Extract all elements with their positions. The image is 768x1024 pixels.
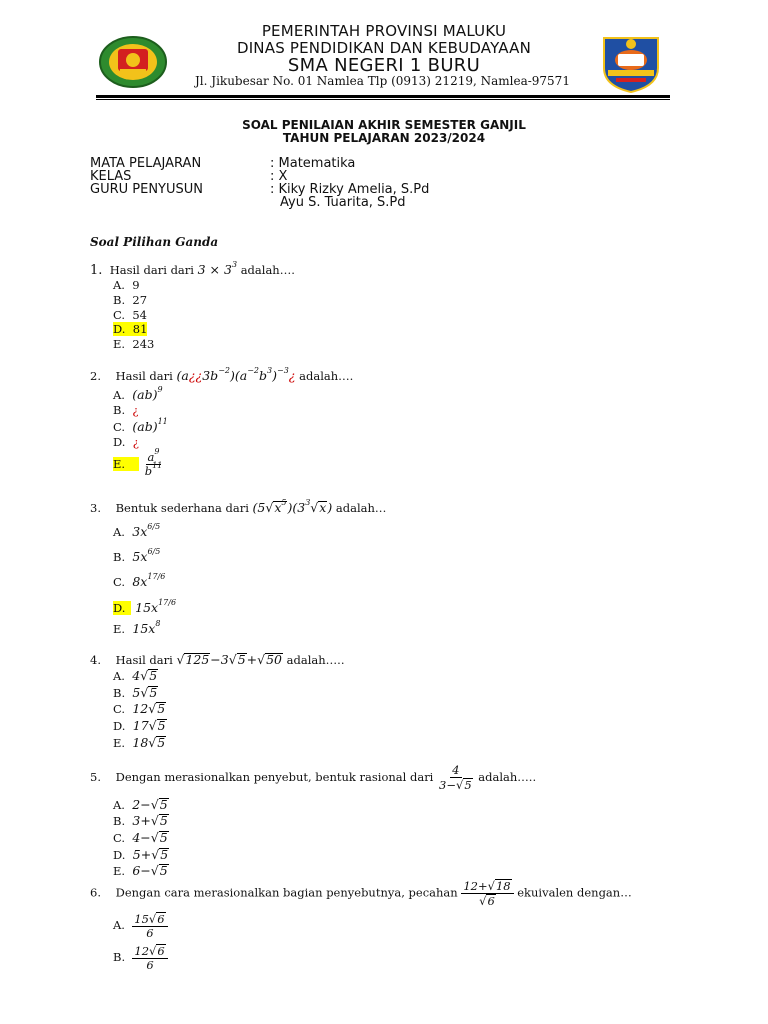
option-1a: A. 9 (113, 278, 140, 292)
question-number: 2. (90, 369, 101, 383)
option-4b: B. 5√5 (113, 685, 158, 700)
option-2c: C. (ab)$^{11}$ (113, 417, 168, 434)
header-divider-thin (96, 99, 670, 100)
question-text: Dengan merasionalkan penyebut, bentuk rasional dari (115, 770, 434, 784)
teacher-label: GURU PENYUSUN (90, 182, 203, 197)
option-4c: C. 12√5 (113, 701, 166, 716)
option-4e: E. 18√5 (113, 735, 166, 750)
question-suffix: adalah…. (240, 263, 295, 277)
question-number: 5. (90, 770, 101, 784)
option-2d: D. ¿ (113, 435, 139, 449)
option-3d-answer: D. $15x^{17/6}$ (113, 598, 177, 615)
math-expression: $3 \times 3^3$ (197, 260, 238, 277)
class-value: : X (270, 169, 288, 184)
question-number: 6. (90, 885, 101, 900)
question-text: Hasil dari (115, 653, 173, 667)
math-expression: $(5√x^5)(3^3√x)$ (252, 498, 333, 515)
teacher-value-2: Ayu S. Tuarita, S.Pd (280, 195, 406, 210)
question-suffix: adalah… (335, 501, 387, 515)
option-2e-answer: E. $\frac{a^9}{b^{11}}$ (113, 447, 163, 478)
header-divider-thick (96, 95, 670, 98)
option-3c: C. $8x^{17/6}$ (113, 572, 166, 589)
exam-year: TAHUN PELAJARAN 2023/2024 (282, 131, 486, 145)
option-4d: D. 17√5 (113, 718, 166, 733)
header-department: DINAS PENDIDIKAN DAN KEBUDAYAAN (236, 39, 532, 57)
option-3b: B. $5x^{6/5}$ (113, 547, 161, 564)
question-suffix: adalah….. (478, 770, 537, 784)
exam-title: SOAL PENILAIAN AKHIR SEMESTER GANJIL (242, 118, 526, 132)
option-6b: B. $\frac{12√6}{6}$ (113, 944, 168, 972)
question-suffix: ekuivalen dengan… (517, 885, 632, 900)
header-school: SMA NEGERI 1 BURU (287, 55, 481, 76)
question-number: 3. (90, 501, 101, 515)
class-label: KELAS (90, 169, 132, 184)
subject-label: MATA PELAJARAN (90, 156, 202, 171)
math-expression: $(a¿¿3b^{-2})(a^{-2}b^3)^{-3}¿$ (176, 366, 296, 383)
option-1d-answer: D. 81 (113, 322, 148, 336)
question-text: Bentuk sederhana dari (115, 501, 249, 515)
question-suffix: adalah…. (299, 369, 354, 383)
math-expression: $\frac{4}{3-√5}$ (439, 763, 472, 792)
option-2b: B. ¿ (113, 403, 139, 417)
option-5b: B. 3+√5 (113, 813, 168, 828)
option-1e: E. 243 (113, 337, 155, 351)
option-2a: A. (ab)$^9$ (113, 385, 163, 402)
question-number: 4. (90, 653, 101, 667)
option-5d: D. 5+√5 (113, 847, 169, 862)
option-3e: E. $15x^8$ (113, 619, 161, 636)
question-3 (90, 500, 386, 515)
question-1 (90, 262, 295, 278)
option-5a: A. 2−√5 (113, 797, 168, 812)
math-expression: √125−3√5+√50 (176, 652, 283, 667)
question-text: Hasil dari dari (109, 263, 194, 277)
header-province: PEMERINTAH PROVINSI MALUKU (261, 22, 507, 40)
math-expression: $\frac{12+√18}{√6}$ (461, 879, 513, 908)
option-3a: A. $3x^{6/5}$ (113, 522, 161, 539)
question-5 (90, 764, 536, 792)
option-5c: C. 4−√5 (113, 830, 168, 845)
subject-value: : Matematika (270, 156, 356, 171)
question-2 (90, 368, 353, 383)
option-5e: E. 6−√5 (113, 863, 168, 878)
question-4 (90, 652, 345, 667)
question-suffix: adalah….. (286, 653, 345, 667)
question-text: Dengan cara merasionalkan bagian penyebutnya, pecahan (115, 885, 458, 900)
section-title: Soal Pilihan Ganda (90, 235, 219, 249)
option-6a: A. $\frac{15√6}{6}$ (113, 912, 168, 940)
teacher-value-1: : Kiky Rizky Amelia, S.Pd (270, 182, 430, 197)
question-6 (90, 879, 632, 908)
question-text: Hasil dari (115, 369, 173, 383)
header-address: Jl. Jikubesar No. 01 Namlea Tlp (0913) 21219, Namlea-97571 (195, 74, 570, 88)
option-1b: B. 27 (113, 293, 148, 307)
option-4a: A. 4√5 (113, 668, 158, 683)
question-number: 1. (90, 263, 103, 278)
option-1c: C. 54 (113, 308, 147, 322)
